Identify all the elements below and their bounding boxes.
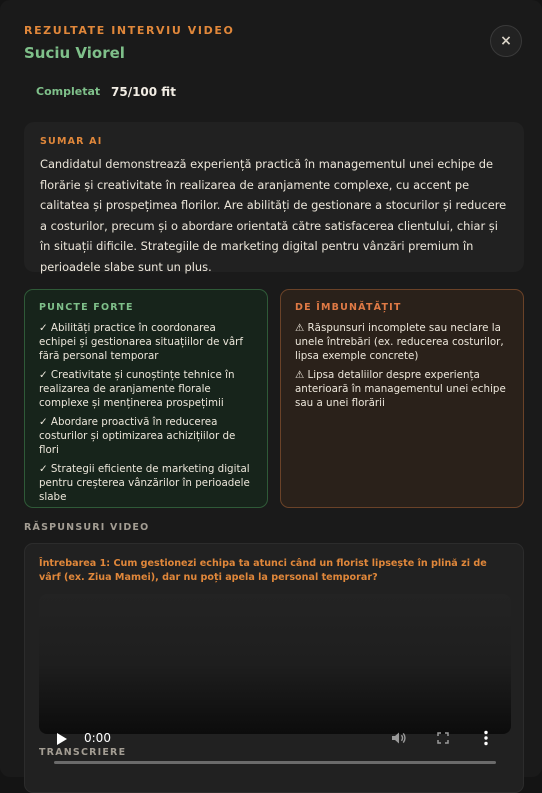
candidate-name: Suciu Viorel [24, 44, 125, 62]
video-answers-label: RĂSPUNSURI VIDEO [24, 522, 150, 533]
ai-summary-title: SUMAR AI [40, 136, 103, 147]
improvements-card [280, 289, 524, 508]
improvement-item: ⚠ Răspunsuri incomplete sau neclare la unele întrebări (ex. reducerea costurilor, lipsa exemple concrete) [295, 322, 504, 362]
improvements-title: DE ÎMBUNĂTĂȚIT [295, 302, 402, 313]
ai-summary-panel [24, 122, 524, 272]
video-answer-card [24, 543, 524, 793]
video-progress-bar[interactable] [54, 761, 496, 764]
close-button[interactable] [490, 25, 522, 57]
strength-item: ✓ Abordare proactivă în reducerea costurilor și optimizarea achizițiilor de flori [39, 416, 236, 456]
strength-item: ✓ Strategii eficiente de marketing digital pentru creșterea vânzărilor în perioadele slabe [39, 463, 250, 503]
status-badge: Completat [36, 85, 101, 98]
strength-item: ✓ Creativitate și cunoștințe tehnice în realizarea de aranjamente florale complexe și menținerea prospețimii [39, 369, 235, 409]
strengths-card [24, 289, 268, 508]
more-options-icon[interactable] [484, 730, 488, 746]
video-time: 0:00 [84, 731, 111, 745]
fullscreen-icon[interactable] [437, 732, 449, 744]
question-text: Întrebarea 1: Cum gestionezi echipa ta atunci când un florist lipsește în plină zi de vârf (ex. Ziua Mamei), dar nu poți apela la personal temporar? [39, 558, 487, 583]
transcript-label: TRANSCRIERE [39, 747, 127, 758]
modal-kicker: REZULTATE INTERVIU VIDEO [24, 24, 235, 37]
strengths-title: PUNCTE FORTE [39, 302, 134, 313]
strength-item: ✓ Abilități practice în coordonarea echipei și gestionarea situațiilor de vârf fără personal temporar [39, 322, 244, 362]
close-icon: × [500, 33, 512, 49]
play-icon[interactable] [57, 733, 67, 745]
fit-score: 75/100 fit [111, 85, 176, 99]
video-player[interactable] [39, 594, 511, 745]
ai-summary-text: Candidatul demonstrează experiență practică în managementul unei echipe de florărie și creativitate în realizarea de aranjamente complexe, cu accent pe calitatea și prospețimea florilor. Are abilități de gestionare a stocurilor și reducere a costurilor, precum și o abordare orientată către satisfacerea clientului, chiar și în situații dificile. Strategiile de marketing digital pentru vânzări premium în perioadele slabe sunt un plus. [40, 157, 507, 274]
volume-icon[interactable] [391, 731, 407, 745]
improvement-item: ⚠ Lipsa detaliilor despre experiența anterioară în managementul unei echipe sau a unei florării [295, 369, 506, 409]
